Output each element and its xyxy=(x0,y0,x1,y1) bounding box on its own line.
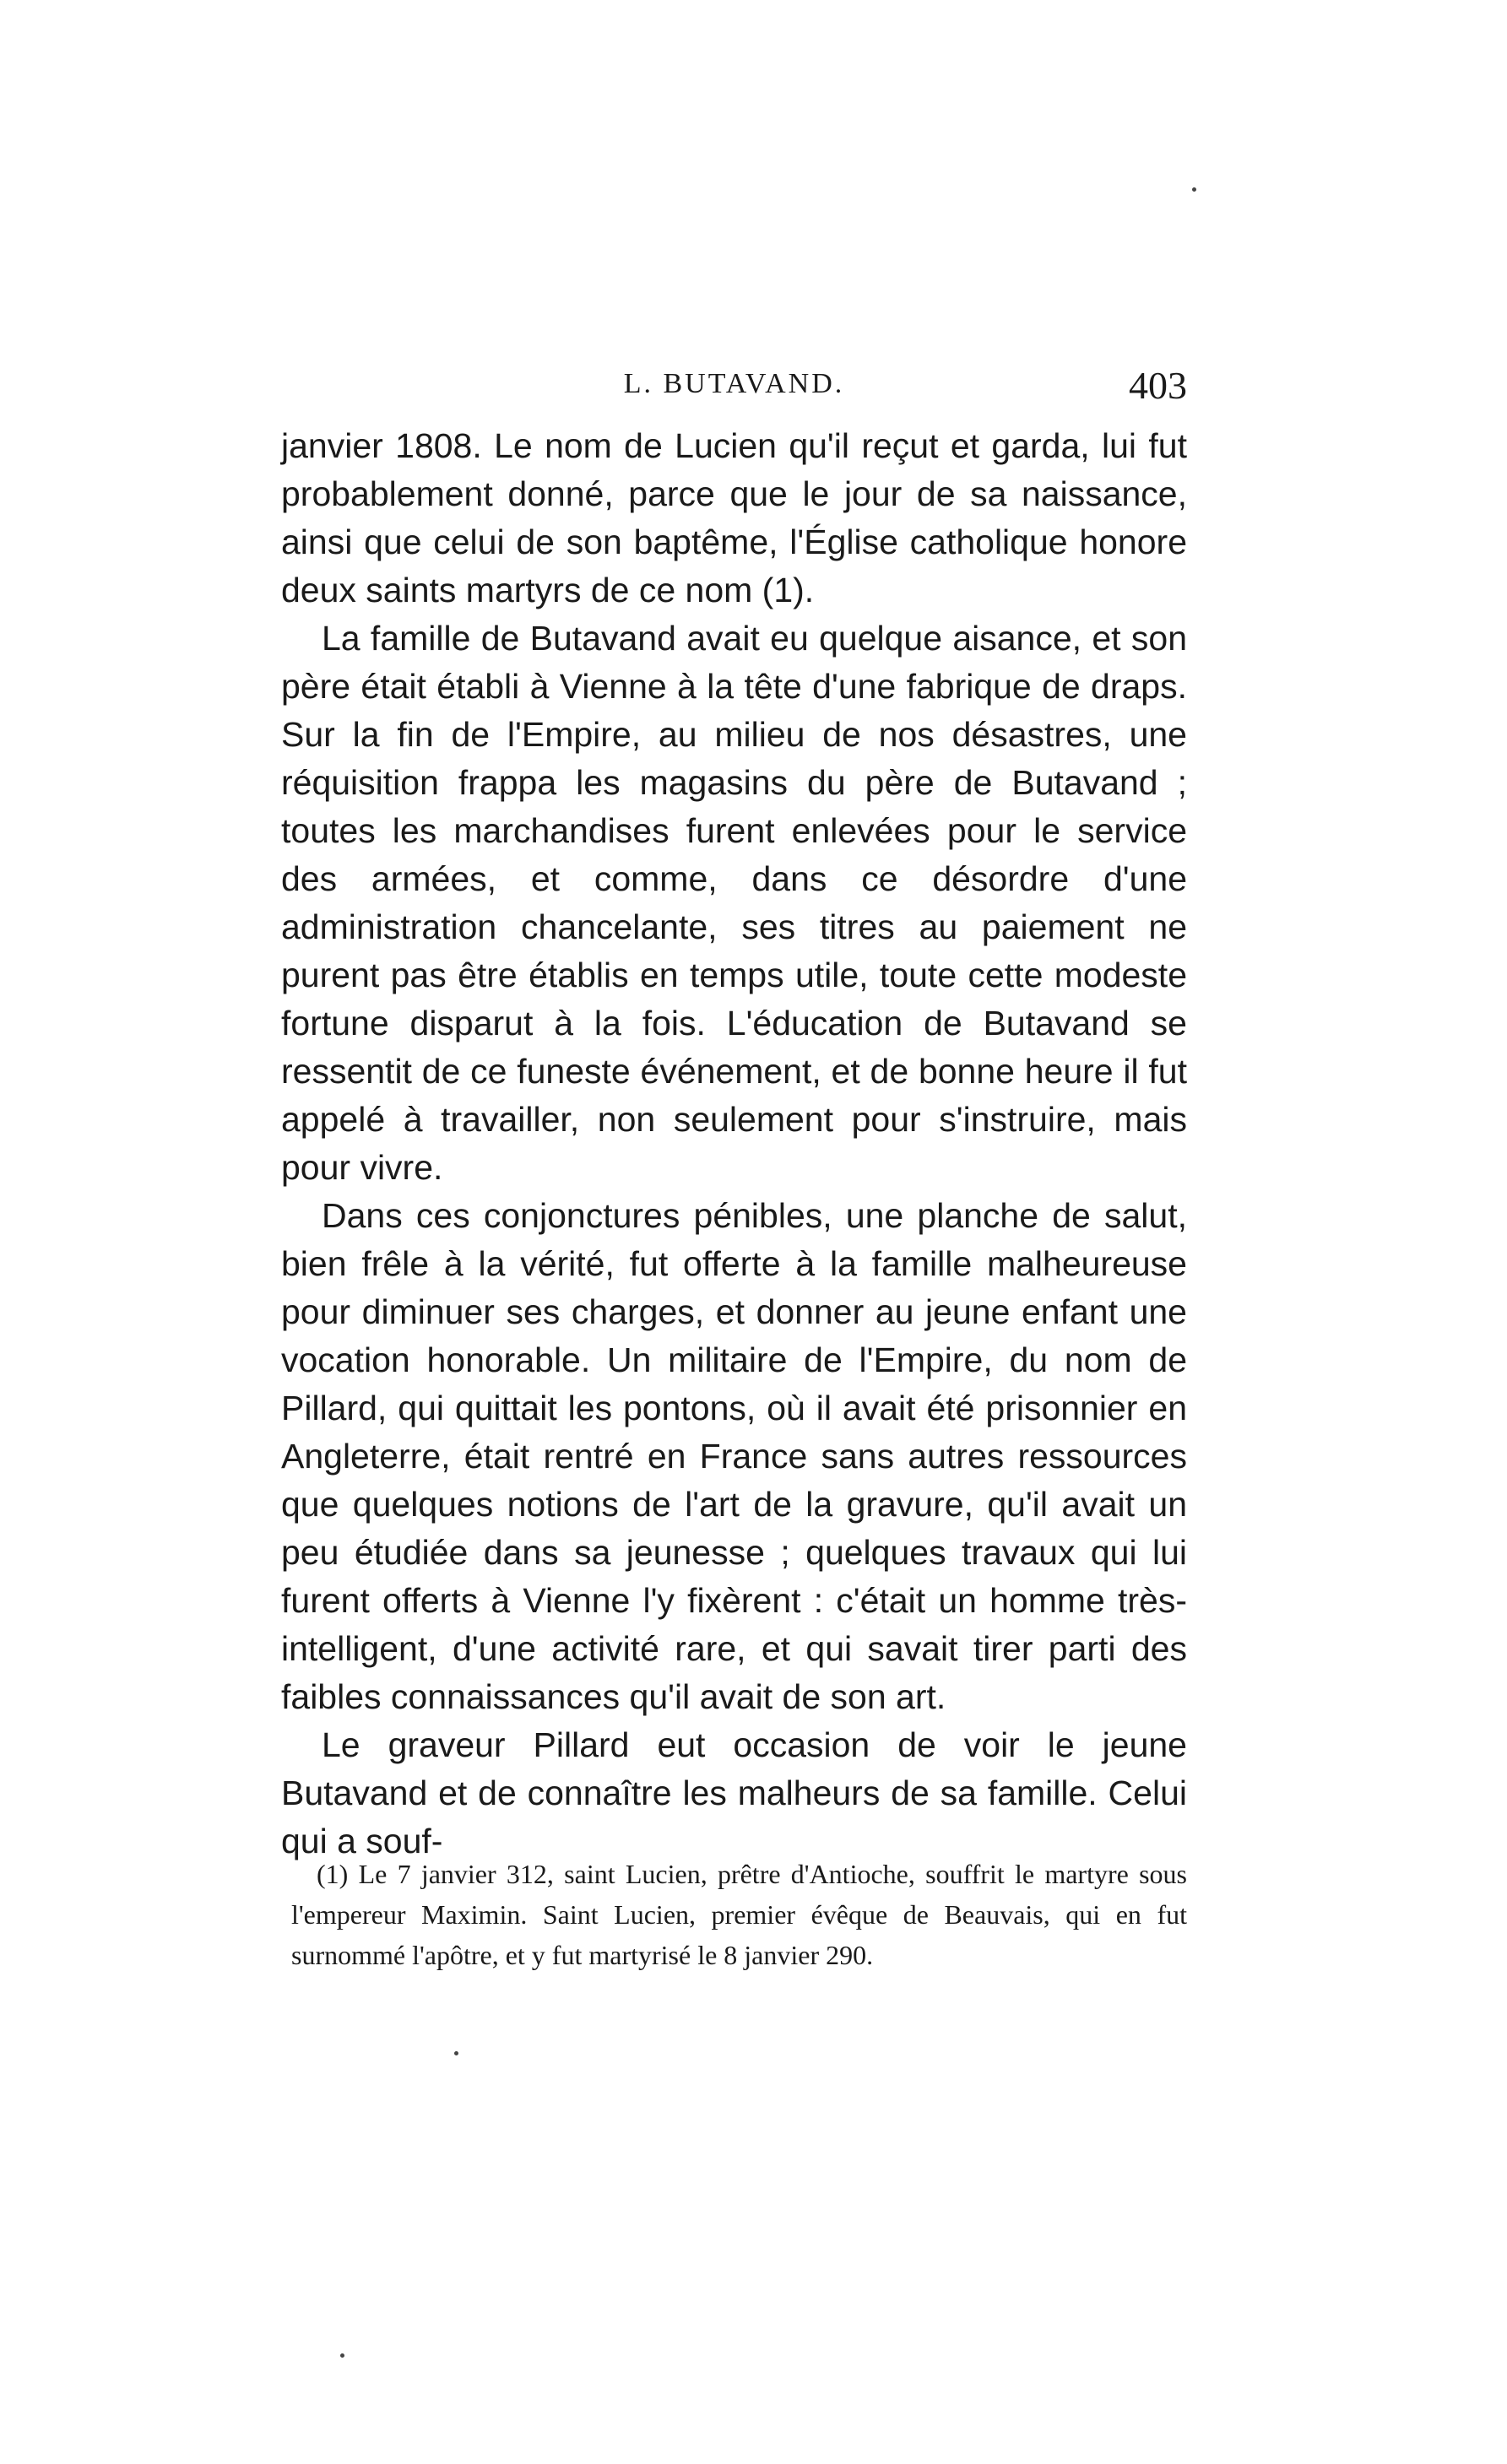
scan-speck xyxy=(454,2051,458,2055)
footnote-text: (1) Le 7 janvier 312, saint Lucien, prêtre d'Antioche, souffrit le martyre sous l'empereur Maximin. Saint Lucien, premier évêque de Beauvais, qui en fut surnommé l'apôtre, et y fut martyrisé le 8 janvier 290. xyxy=(291,1859,1187,1970)
body-text xyxy=(281,422,1187,1866)
page-number: 403 xyxy=(1129,364,1187,407)
running-header xyxy=(281,364,1187,419)
paragraph-4: Le graveur Pillard eut occasion de voir le jeune Butavand et de connaître les malheurs de sa famille. Celui qui a souf- xyxy=(281,1725,1187,1860)
scan-speck xyxy=(1192,187,1196,192)
paragraph-2: La famille de Butavand avait eu quelque aisance, et son père était établi à Vienne à la tête d'une fabrique de draps. Sur la fin de l'Empire, au milieu de nos désastres, une réquisition frappa les magasins du père de Butavand ; toutes les marchandises furent enlevées pour le service des armées, et comme, dans ce désordre d'une administration chancelante, ses titres au paiement ne purent pas être établis en temps utile, toute cette modeste fortune disparut à la fois. L'éducation de Butavand se ressentit de ce funeste événement, et de bonne heure il fut appelé à travailler, non seulement pour s'instruire, mais pour vivre. xyxy=(281,619,1187,1187)
paragraph-3: Dans ces conjonctures pénibles, une planche de salut, bien frêle à la vérité, fut offerte à la famille malheureuse pour diminuer ses charges, et donner au jeune enfant une vocation honorable. Un militaire de l'Empire, du nom de Pillard, qui quittait les pontons, où il avait été prisonnier en Angleterre, était rentré en France sans autres ressources que quelques notions de l'art de la gravure, qu'il avait un peu étudiée dans sa jeunesse ; quelques travaux qui lui furent offerts à Vienne l'y fixèrent : c'était un homme très-intelligent, d'une activité rare, et qui savait tirer parti des faibles connaissances qu'il avait de son art. xyxy=(281,1196,1187,1716)
scan-speck xyxy=(340,2353,344,2358)
running-title: L. BUTAVAND. xyxy=(623,368,845,399)
paragraph-1: janvier 1808. Le nom de Lucien qu'il reçut et garda, lui fut probablement donné, parce que le jour de sa naissance, ainsi que celui de son baptême, l'Église catholique honore deux saints martyrs de ce nom (1). xyxy=(281,426,1187,609)
footnote xyxy=(291,1854,1187,1975)
